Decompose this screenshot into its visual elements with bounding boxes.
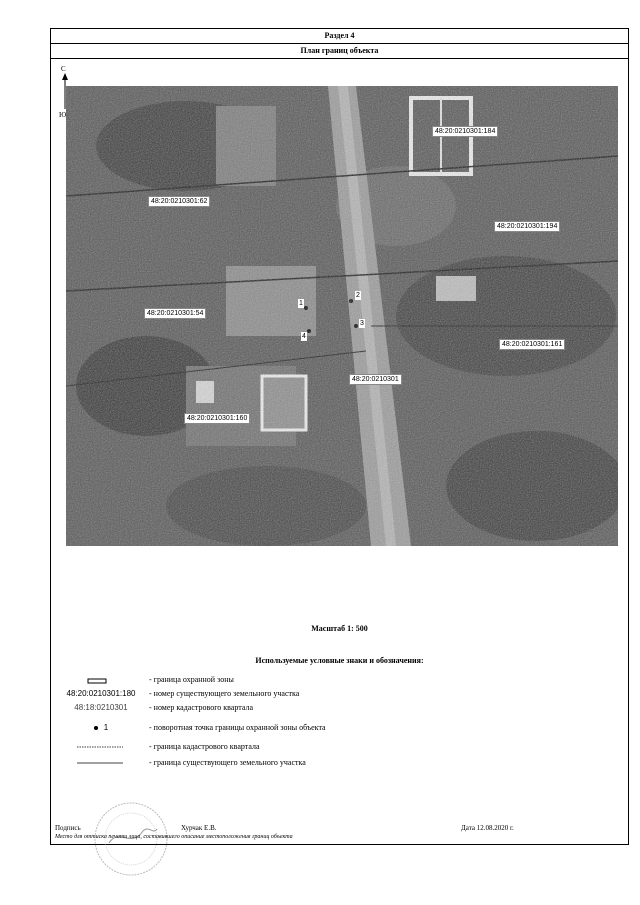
map-scale: Масштаб 1: 500 [311,624,368,633]
legend-item: 48:18:0210301 - номер кадастрового квартала [51,703,628,717]
parcel-label: 48:20:0210301:160 [184,413,250,424]
satellite-map [66,86,618,546]
legend-item: 1 - поворотная точка границы охранной зоны объекта [51,723,628,737]
page-title: План границ объекта [51,44,628,59]
parcel-number-symbol: 48:20:0210301:180 [66,689,136,698]
signature-date: Дата 12.08.2020 г. [461,824,514,832]
parcel-label: 48:20:0210301:184 [432,126,498,137]
legend-item: - граница существующего земельного участка [51,758,628,772]
quarter-number-symbol: 48:18:0210301 [74,703,128,712]
turning-point-symbol: 1 [81,723,121,732]
quarter-label: 48:20:0210301 [349,374,402,385]
point-label: 2 [356,292,360,299]
point-label: 1 [299,300,303,307]
legend-title: Используемые условные знаки и обозначения: [255,656,424,665]
signer-name: Хурчак Е.В. [181,824,217,832]
parcel-label: 48:20:0210301:54 [144,308,206,319]
parcel-label: 48:20:0210301:194 [494,221,560,232]
point-label: 4 [302,333,306,340]
legend-item: - граница кадастрового квартала [51,742,628,756]
parcel-label: 48:20:0210301:161 [499,339,565,350]
south-label: Ю [59,111,67,119]
point-label: 3 [360,320,364,327]
north-label: С [61,65,66,73]
point-dot-icon [94,726,98,730]
document-frame [50,28,629,845]
section-header: Раздел 4 [51,29,628,44]
stamp-note: Место для оттиска печати лица, составившего описание местоположения границ объекта [55,834,293,840]
signature-label: Подпись [55,824,81,832]
parcel-label: 48:20:0210301:62 [148,196,210,207]
legend-item: - граница охранной зоны [51,675,628,689]
legend-item: 48:20:0210301:180 - номер существующего земельного участка [51,689,628,703]
